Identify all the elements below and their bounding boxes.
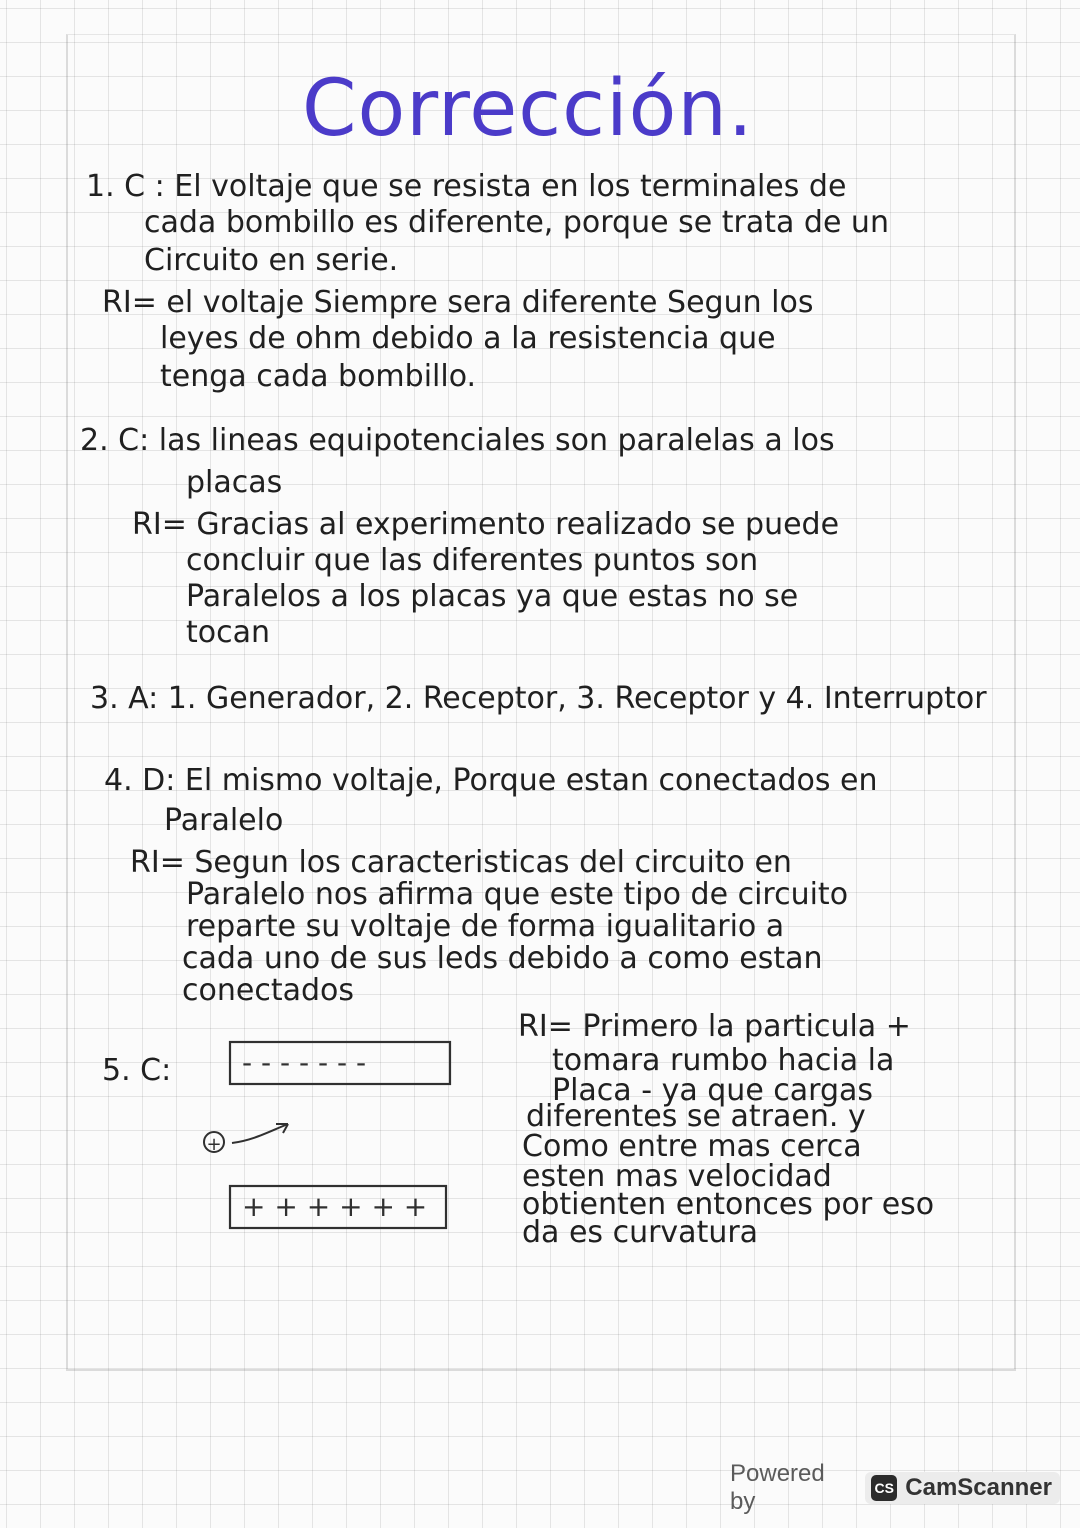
top-plate — [230, 1042, 450, 1084]
bottom-plate-signs: + + + + + + — [242, 1190, 428, 1223]
top-plate-signs: - - - - - - - — [242, 1046, 367, 1079]
q5-ri-line-5: Como entre mas cerca — [522, 1129, 862, 1164]
q4-ri-line-5: conectados — [182, 973, 354, 1008]
q5-ri-line-2: tomara rumbo hacia la — [552, 1043, 895, 1078]
q5-ri-line-1: RI= Primero la particula + — [518, 1009, 911, 1044]
q5-ri-line-8: da es curvatura — [522, 1215, 759, 1250]
q1-ri-line-2: leyes de ohm debido a la resistencia que — [160, 321, 776, 356]
q1-line-2: cada bombillo es diferente, porque se trata de un — [144, 205, 889, 240]
q4-ri-line-1: RI= Segun los caracteristicas del circuito en — [130, 845, 792, 880]
q1-ri-line-3: tenga cada bombillo. — [160, 359, 477, 394]
q5-ri-line-4: diferentes se atraen. y — [526, 1099, 866, 1134]
q2-line-1: 2. C: las lineas equipotenciales son paralelas a los — [80, 423, 835, 458]
q5-diagram — [196, 1032, 474, 1254]
particle — [204, 1124, 288, 1155]
q4-ri-line-3: reparte su voltaje de forma igualitario a — [186, 909, 785, 944]
q4-ri-line-2: Paralelo nos afirma que este tipo de circuito — [186, 877, 849, 912]
q5-ri-line-7: obtienten entonces por eso — [522, 1187, 935, 1222]
camscanner-icon: CS — [871, 1475, 897, 1501]
camscanner-brand: CamScanner — [905, 1474, 1052, 1501]
particle-charge: + — [206, 1134, 222, 1155]
q4-line-1: 4. D: El mismo voltaje, Porque estan conectados en — [104, 763, 878, 798]
q2-ri-line-1: RI= Gracias al experimento realizado se puede — [132, 507, 840, 542]
camscanner-watermark — [730, 1460, 1060, 1515]
bottom-plate — [230, 1186, 446, 1228]
q2-line-2: placas — [186, 465, 283, 500]
q2-ri-line-2: concluir que las diferentes puntos son — [186, 543, 759, 578]
page-title: Corrección. — [302, 64, 754, 154]
q5-ri-line-6: esten mas velocidad — [522, 1159, 832, 1194]
powered-by-text: Powered by — [730, 1460, 825, 1515]
q1-ri-line-1: RI= el voltaje Siempre sera diferente Segun los — [102, 285, 814, 320]
camscanner-logo — [865, 1472, 1060, 1504]
q4-line-2: Paralelo — [164, 803, 284, 838]
q5-label: 5. C: — [102, 1053, 172, 1088]
q4-ri-line-4: cada uno de sus leds debido a como estan — [182, 941, 823, 976]
q1-line-1: 1. C : El voltaje que se resista en los terminales de — [86, 169, 847, 204]
q3-line-1: 3. A: 1. Generador, 2. Receptor, 3. Receptor y 4. Interruptor — [90, 681, 987, 716]
q2-ri-line-3: Paralelos a los placas ya que estas no se — [186, 579, 799, 614]
q5-ri-line-3: Placa - ya que cargas — [552, 1073, 874, 1108]
q1-line-3: Circuito en serie. — [144, 243, 399, 278]
q2-ri-line-4: tocan — [186, 615, 271, 650]
